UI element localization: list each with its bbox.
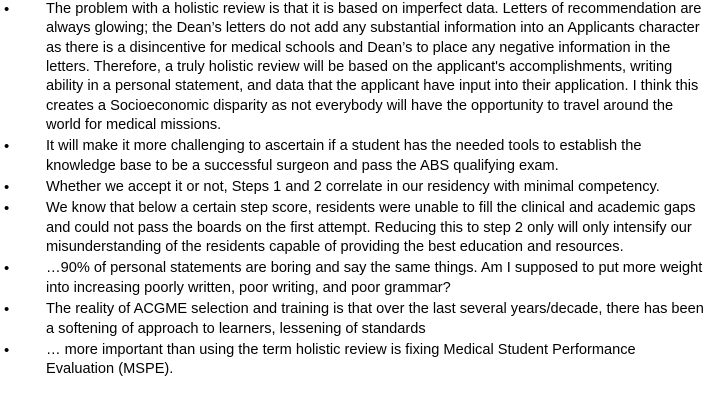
list-item-text: …90% of personal statements are boring and say the same things. Am I supposed to put more weight into increasing poorly written, poor writing, and poor grammar? [46,260,703,296]
list-item [0,300,709,339]
list-item [0,137,709,176]
list-item [0,199,709,257]
bullet-icon: • [4,179,10,197]
list-item [0,178,709,197]
list-item-text: Whether we accept it or not, Steps 1 and 2 correlate in our residency with minimal competency. [46,179,660,196]
bullet-icon: • [4,341,10,359]
list-item-text: It will make it more challenging to ascertain if a student has the needed tools to establish the knowledge base to be a successful surgeon and pass the ABS qualifying exam. [46,138,642,174]
list-item [0,259,709,298]
bullet-icon: • [4,200,10,218]
bullet-icon: • [4,138,10,156]
bullet-icon: • [4,301,10,319]
list-item-text: The problem with a holistic review is that it is based on imperfect data. Letters of recommendation are always glowing; the Dean’s letters do not add any substantial information into an Applicants character as there is a disincentive for medical schools and Dean’s to place any negative information in the letters. Therefore, a truly holistic review will be based on the applicant's accomplishments, writing ability in a personal statement, and data that the applicant have input into their application. I think this creates a Socioeconomic disparity as not everybody will have the opportunity to travel around the world for medical missions. [46,1,702,134]
list-item-text: … more important than using the term holistic review is fixing Medical Student Performance Evaluation (MSPE). [46,341,636,378]
bullet-icon: • [4,1,10,18]
list-item-text: We know that below a certain step score, residents were unable to fill the clinical and academic gaps and could not pass the boards on the first attempt. Reducing this to step 2 only will only intensify our misunderstanding of the residents capable of providing the best education and resources. [46,200,696,256]
list-item-text: The reality of ACGME selection and training is that over the last several years/decade, there has been a softening of approach to learners, lessening of standards [46,301,704,337]
list-item [0,341,709,380]
bullet-icon: • [4,260,10,278]
list-item [0,0,709,135]
